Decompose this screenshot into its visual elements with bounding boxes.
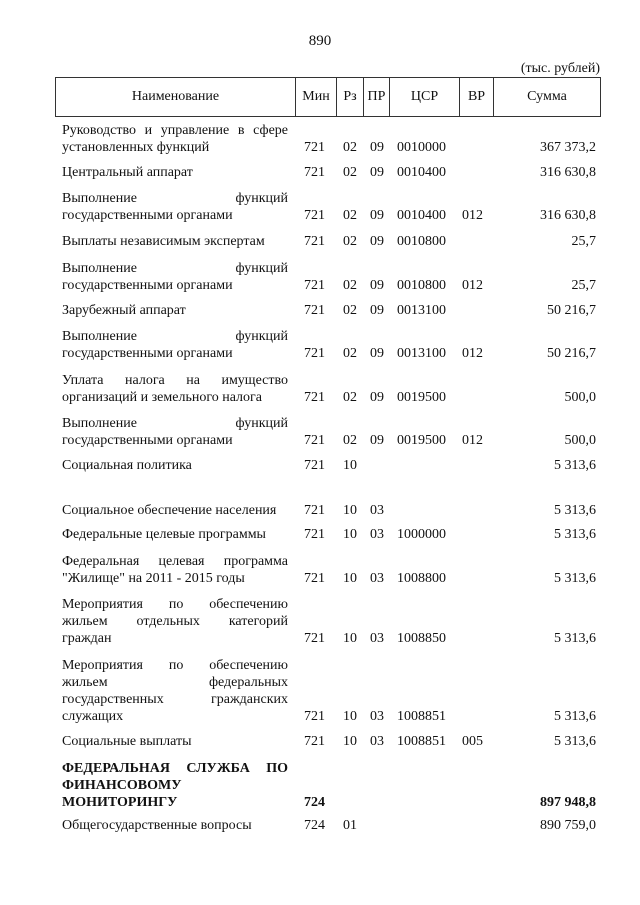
row-csr: 0010000 [397, 140, 446, 155]
row-csr: 0010800 [397, 234, 446, 249]
row-sum: 500,0 [564, 390, 596, 405]
row-pr: 09 [370, 278, 384, 293]
page-number: 890 [308, 33, 332, 49]
row-sum: 316 630,8 [540, 208, 596, 223]
row-name: Социальные выплаты [62, 734, 192, 749]
row-rz: 02 [343, 208, 357, 223]
row-rz: 10 [343, 709, 357, 724]
row-rz: 10 [343, 571, 357, 586]
row-rz: 10 [343, 527, 357, 542]
row-name: Зарубежный аппарат [62, 303, 186, 318]
row-csr: 0013100 [397, 303, 446, 318]
row-vr: 005 [462, 734, 483, 749]
row-sum: 25,7 [571, 278, 596, 293]
row-rz: 01 [343, 818, 357, 833]
row-csr: 1008851 [397, 709, 446, 724]
row-rz: 10 [343, 503, 357, 518]
row-name: Мероприятия по обеспечению жильем федеральных государственных гражданских служащих [62, 658, 288, 724]
row-name: Социальная политика [62, 458, 192, 473]
row-csr: 0010400 [397, 208, 446, 223]
header-vr: ВР [460, 78, 494, 116]
row-pr: 09 [370, 433, 384, 448]
row-pr: 09 [370, 390, 384, 405]
row-sum: 890 759,0 [540, 818, 596, 833]
row-rz: 10 [343, 458, 357, 473]
row-rz: 02 [343, 234, 357, 249]
row-pr: 09 [370, 165, 384, 180]
row-rz: 02 [343, 140, 357, 155]
row-min: 721 [304, 165, 325, 180]
row-sum: 316 630,8 [540, 165, 596, 180]
row-sum: 367 373,2 [540, 140, 596, 155]
header-pr: ПР [364, 78, 390, 116]
row-name: Выполнение функций государственными органами [62, 329, 288, 361]
row-sum: 5 313,6 [554, 503, 596, 518]
row-name: Выплаты независимым экспертам [62, 234, 265, 249]
row-min: 721 [304, 234, 325, 249]
row-name: Выполнение функций государственными органами [62, 191, 288, 223]
row-min: 721 [304, 346, 325, 361]
row-rz: 02 [343, 390, 357, 405]
row-name: Федеральные целевые программы [62, 527, 266, 542]
row-min: 721 [304, 571, 325, 586]
units-label: (тыс. рублей) [520, 61, 600, 76]
row-vr: 012 [462, 433, 483, 448]
row-sum: 5 313,6 [554, 527, 596, 542]
row-csr: 0019500 [397, 390, 446, 405]
row-min: 721 [304, 631, 325, 646]
row-name: ФЕДЕРАЛЬНАЯ СЛУЖБА ПО ФИНАНСОВОМУ МОНИТОРИНГУ [62, 761, 288, 810]
header-name: Наименование [56, 78, 296, 116]
row-rz: 10 [343, 631, 357, 646]
row-rz: 02 [343, 278, 357, 293]
row-pr: 03 [370, 631, 384, 646]
row-rz: 02 [343, 346, 357, 361]
row-sum: 5 313,6 [554, 631, 596, 646]
row-name: Мероприятия по обеспечению жильем отдельных категорий граждан [62, 597, 288, 646]
row-pr: 03 [370, 734, 384, 749]
header-min: Мин [296, 78, 337, 116]
row-sum: 50 216,7 [547, 303, 596, 318]
row-rz: 02 [343, 303, 357, 318]
row-rz: 02 [343, 165, 357, 180]
header-rz: Рз [337, 78, 364, 116]
row-min: 724 [304, 795, 325, 810]
header-sum: Сумма [527, 89, 567, 104]
row-name: Общегосударственные вопросы [62, 818, 252, 833]
row-min: 721 [304, 527, 325, 542]
row-csr: 1008850 [397, 631, 446, 646]
row-csr: 1008851 [397, 734, 446, 749]
row-csr: 1008800 [397, 571, 446, 586]
row-csr: 0013100 [397, 346, 446, 361]
row-min: 721 [304, 303, 325, 318]
row-min: 721 [304, 208, 325, 223]
row-min: 721 [304, 709, 325, 724]
row-pr: 03 [370, 571, 384, 586]
row-pr: 09 [370, 140, 384, 155]
row-csr: 0010400 [397, 165, 446, 180]
row-sum: 5 313,6 [554, 458, 596, 473]
row-pr: 09 [370, 234, 384, 249]
row-sum: 50 216,7 [547, 346, 596, 361]
row-name: Федеральная целевая программа "Жилище" на 2011 - 2015 годы [62, 554, 288, 586]
row-min: 721 [304, 278, 325, 293]
row-name: Уплата налога на имущество организаций и земельного налога [62, 373, 288, 405]
row-pr: 03 [370, 527, 384, 542]
row-rz: 02 [343, 433, 357, 448]
row-vr: 012 [462, 208, 483, 223]
row-min: 721 [304, 503, 325, 518]
row-csr: 0019500 [397, 433, 446, 448]
row-pr: 03 [370, 503, 384, 518]
row-sum: 25,7 [571, 234, 596, 249]
row-name: Центральный аппарат [62, 165, 193, 180]
row-vr: 012 [462, 278, 483, 293]
row-min: 724 [304, 818, 325, 833]
header-csr: ЦСР [390, 78, 460, 116]
row-sum: 897 948,8 [540, 795, 596, 810]
row-name: Социальное обеспечение населения [62, 503, 277, 518]
row-min: 721 [304, 734, 325, 749]
row-sum: 5 313,6 [554, 571, 596, 586]
row-sum: 5 313,6 [554, 734, 596, 749]
row-name: Выполнение функций государственными органами [62, 261, 288, 293]
row-csr: 0010800 [397, 278, 446, 293]
row-pr: 03 [370, 709, 384, 724]
row-rz: 10 [343, 734, 357, 749]
row-pr: 09 [370, 208, 384, 223]
row-name: Выполнение функций государственными органами [62, 416, 288, 448]
row-name: Руководство и управление в сфере установленных функций [62, 123, 288, 155]
row-vr: 012 [462, 346, 483, 361]
row-min: 721 [304, 433, 325, 448]
row-min: 721 [304, 140, 325, 155]
row-min: 721 [304, 458, 325, 473]
row-min: 721 [304, 390, 325, 405]
row-sum: 5 313,6 [554, 709, 596, 724]
row-pr: 09 [370, 303, 384, 318]
row-pr: 09 [370, 346, 384, 361]
row-csr: 1000000 [397, 527, 446, 542]
row-sum: 500,0 [564, 433, 596, 448]
